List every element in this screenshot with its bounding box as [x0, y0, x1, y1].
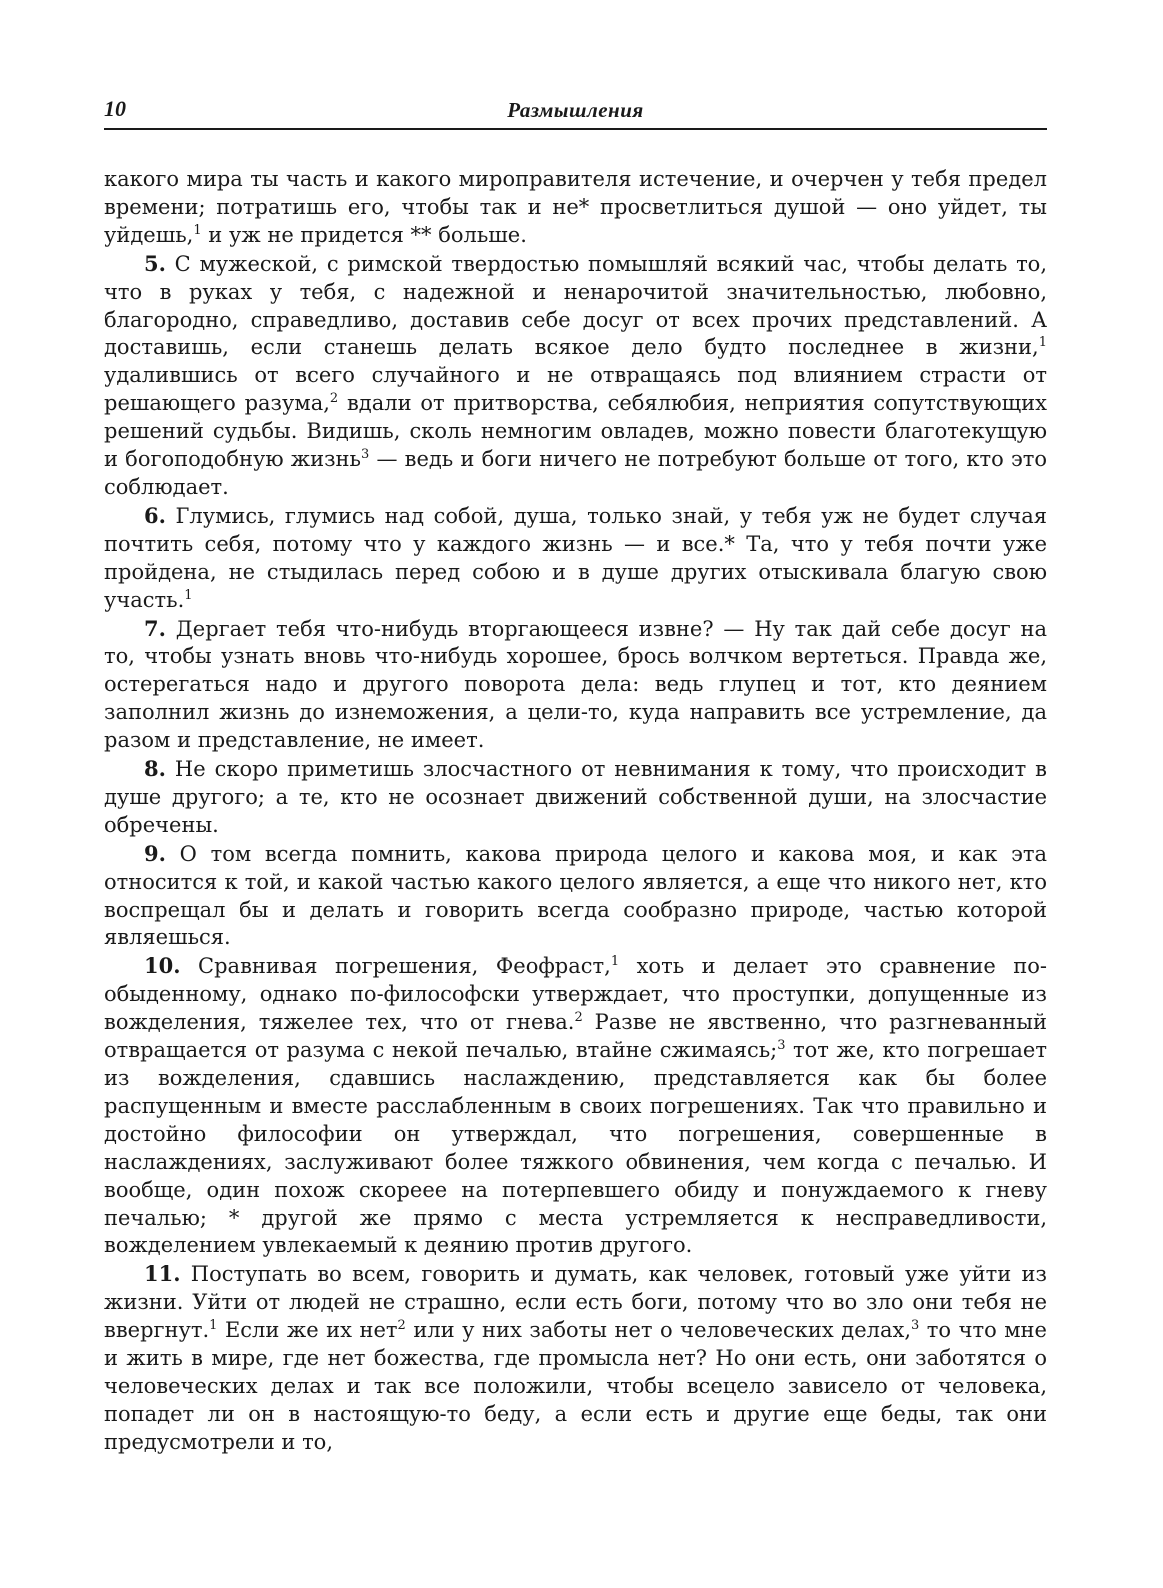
text-run: и уж не придется ** больше.: [201, 222, 527, 247]
paragraph-6: [104, 502, 1047, 615]
footnote-marker: 2: [329, 391, 339, 407]
footnote-marker: 3: [911, 1318, 920, 1334]
section-number: 10.: [144, 953, 181, 979]
paragraph-10: [104, 952, 1047, 1260]
footnote-marker: 1: [184, 587, 193, 603]
text-run: О том всегда помнить, какова природа целого и какова моя, и как эта относится к той, и какой частью какого целого является, а еще что никого нет, кто воспрещал бы и делать и говорить всегда сообразно природе, частью которой являешься.: [104, 841, 1047, 950]
paragraph-4-continuation: [104, 166, 1047, 250]
section-number: 7.: [144, 615, 166, 641]
text-run: Сравнивая погрешения, Феофраст,: [180, 954, 611, 979]
text-run: Не скоро приметишь злосчастного от невнимания к тому, что происходит в душе другого; а те, кто не осознает движений собственной души, на злосчастие обречены.: [104, 757, 1047, 837]
text-run: Дергает тебя что-нибудь вторгающееся извне? — Ну так дай себе досуг на то, чтобы узнать вновь что-нибудь хорошее, брось волчком вертеться. Правда же, остерегаться надо и другого поворота дела: ведь глупец и тот, кто деянием заполнил жизнь до изнеможения, а цели-то, куда направить все устремление, да разом и представление, не имеет.: [104, 616, 1047, 753]
text-run: вдали от притворства, себялюбия, неприятия сопутствующих решений судьбы. Видишь, сколь немногим овладев, можно повести благотекущую и богоподобную жизнь: [104, 391, 1047, 472]
section-number: 5.: [144, 250, 166, 276]
text-run: Разве не явственно, что разгневанный отвращается от разума с некой печалью, втайне сжимаясь;: [104, 1010, 1047, 1063]
section-number: 9.: [144, 840, 166, 866]
paragraph-5: [104, 250, 1047, 502]
text-run: хоть и делает это сравнение по-обыденному, однако по-философски утверждает, что проступки, допущенные из вожделения, тяжелее тех, что от гнева.: [104, 954, 1047, 1035]
text-run: С мужеской, с римской твердостью помышляй всякий час, чтобы делать то, что в руках у тебя, с надежной и ненарочитой значительностью, любовно, благородно, справедливо, доставив себе досуг от всех прочих представлений. А доставишь, если станешь делать всякое дело будто последнее в жизни,: [104, 251, 1047, 360]
footnote-marker: 2: [574, 1010, 583, 1026]
footnote-marker: 2: [397, 1318, 406, 1334]
text-run: то что мне и жить в мире, где нет божества, где промысла нет? Но они есть, они заботятся о человеческих делах и так все положили, чтобы всецело зависело от человека, попадет ли он в настоящую-то беду, а если есть и другие еще беды, так они предусмотрели и то,: [104, 1318, 1047, 1454]
running-title: Размышления: [507, 98, 644, 122]
footnote-marker: 3: [777, 1038, 786, 1054]
text-run: тот же, кто погрешает из вожделения, сдавшись наслаждению, представляется как бы более распущенным и вместе расслабленным в своих погрешениях. Так что правильно и достойно философии он утверждал, что погрешения, совершенные в наслаждениях, заслуживают более тяжкого обвинения, чем когда с печалью. И вообще, один похож скореее на потерпевшего обиду и понуждаемого к гневу печалью; * другой же прямо с места устремляется к несправедливости, вожделением увлекаемый к деянию против другого.: [104, 1038, 1047, 1258]
footnote-marker: 1: [193, 222, 202, 238]
paragraph-9: [104, 840, 1047, 953]
section-number: 6.: [144, 502, 166, 528]
book-page: [104, 92, 1047, 1457]
section-number: 8.: [144, 756, 166, 782]
text-run: Поступать во всем, говорить и думать, как человек, готовый уже уйти из жизни. Уйти от людей не страшно, если есть боги, потому что во зло они тебя не ввергнут.: [104, 1262, 1047, 1343]
text-run: удалившись от всего случайного и не отвращаясь под влиянием страсти от решающего разума,: [104, 363, 1047, 416]
footnote-marker: 1: [610, 954, 620, 970]
footnote-marker: 1: [209, 1318, 218, 1334]
paragraph-7: [104, 615, 1047, 756]
page-number: 10: [104, 96, 126, 121]
text-run: Глумись, глумись над собой, душа, только знай, у тебя уж не будет случая почтить себя, потому что у каждого жизнь — и все.* Та, что у тебя почти уже пройдена, не стыдилась перед собою и в душе других отыскивала благую свою участь.: [104, 503, 1047, 612]
section-number: 11.: [144, 1261, 181, 1287]
running-head: [104, 92, 1047, 130]
text-run: Если же их нет: [217, 1318, 398, 1343]
body-text: [104, 166, 1047, 1457]
footnote-marker: 1: [1038, 335, 1047, 351]
text-run: — ведь и боги ничего не потребуют больше от того, кто это соблюдает.: [104, 447, 1047, 499]
text-run: или у них заботы нет о человеческих делах,: [405, 1318, 912, 1343]
paragraph-8: [104, 755, 1047, 840]
text-run: какого мира ты часть и какого мироправителя истечение, и очерчен у тебя предел времени; потратишь его, чтобы так и не* просветлиться душой — оно уйдет, ты уйдешь,: [104, 167, 1047, 247]
paragraph-11: [104, 1260, 1047, 1456]
footnote-marker: 3: [360, 447, 370, 463]
